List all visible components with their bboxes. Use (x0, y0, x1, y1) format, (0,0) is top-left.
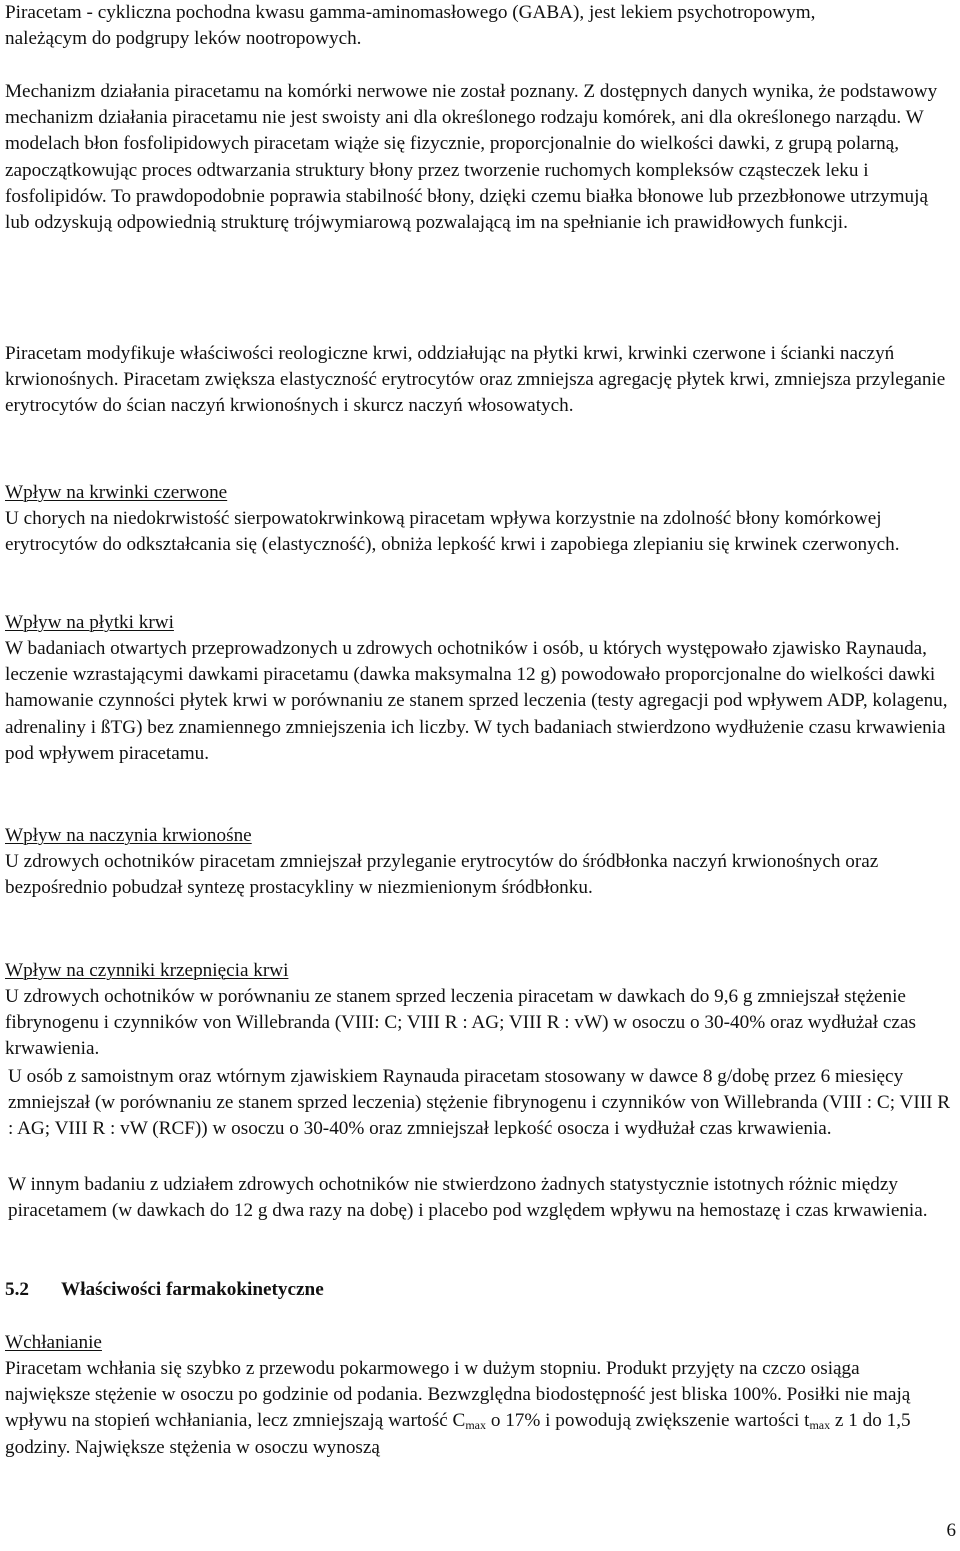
absorption-text-b: o 17% i powodują zwiększenie wartości t (486, 1410, 810, 1432)
paragraph-coagulation-1: U zdrowych ochotników w porównaniu ze stanem sprzed leczenia piracetam w dawkach do 9,6 g zmniejszał stężenie fibrynogenu i czynników von Willebranda (VIII: C; VIII R : AG; VIII R : vW) w osoczu o 30-40% oraz wydłużał czas krwawienia. (5, 986, 916, 1060)
paragraph-absorption (5, 1356, 945, 1461)
paragraph-coagulation-3: W innym badaniu z udziałem zdrowych ochotników nie stwierdzono żadnych statystycznie istotnych różnic między piracetamem (w dawkach do 12 g dwa razy na dobę) i placebo pod względem wpływu na hemostazę i czas krwawienia. (8, 1174, 928, 1222)
heading-absorption: Wchłanianie (5, 1332, 102, 1353)
heading-red-blood-cells: Wpływ na krwinki czerwone (5, 482, 228, 503)
heading-platelets: Wpływ na płytki krwi (5, 612, 174, 633)
paragraph-rheology: Piracetam modyfikuje właściwości reologiczne krwi, oddziałując na płytki krwi, krwinki czerwone i ścianki naczyń krwionośnych. Piracetam zwiększa elastyczność erytrocytów oraz zmniejsza agregację płytek krwi, zmniejsza przyleganie erytrocytów do ścian naczyń krwionośnych i skurcz naczyń włosowatych. (5, 343, 946, 417)
paragraph-red-blood-cells: U chorych na niedokrwistość sierpowatokrwinkową piracetam wpływa korzystnie na zdolność błony komórkowej erytrocytów do odkształcania się (elastyczność), obniża lepkość krwi i zapobiega zlepianiu się krwinek czerwonych. (5, 508, 900, 556)
tmax-subscript: max (809, 1418, 831, 1433)
paragraph-intro: Piracetam - cykliczna pochodna kwasu gamma-aminomasłowego (GABA), jest lekiem psychotropowym, należącym do podgrupy leków nootropowych. (5, 2, 816, 50)
paragraph-blood-vessels: U zdrowych ochotników piracetam zmniejszał przyleganie erytrocytów do śródbłonka naczyń krwionośnych oraz bezpośrednio pobudzał syntezę prostacykliny w niezmienionym śródbłonku. (5, 851, 879, 899)
heading-coagulation: Wpływ na czynniki krzepnięcia krwi (5, 960, 289, 981)
section-number: 5.2 (5, 1279, 29, 1300)
cmax-subscript: max (465, 1418, 487, 1433)
section-heading (5, 1277, 324, 1303)
absorption-text-c: z 1 do 1,5 godziny. Największe stężenia w osoczu wynoszą (5, 1410, 911, 1458)
section-title: Właściwości farmakokinetyczne (61, 1279, 324, 1300)
paragraph-platelets: W badaniach otwartych przeprowadzonych u zdrowych ochotników i osób, u których występowało zjawisko Raynauda, leczenie wzrastającymi dawkami piracetamu (dawka maksymalna 12 g) powodowało proporcjonalne do wielkości dawki hamowanie czynności płytek krwi w porównaniu ze stanem sprzed leczenia (testy agregacji pod wpływem ADP, kolagenu, adrenaliny i ßTG) bez znamiennego zmniejszenia ich liczby. W tych badaniach stwierdzono wydłużenie czasu krwawienia pod wpływem piracetamu. (5, 638, 948, 764)
absorption-text-a: Piracetam wchłania się szybko z przewodu pokarmowego i w dużym stopniu. Produkt przyjęty na czczo osiąga największe stężenie w osoczu po godzinie od podania. Bezwzględna biodostępność jest bliska 100%. Posiłki nie mają wpływu na stopień wchłaniania, lecz zmniejszają wartość C (5, 1358, 911, 1432)
paragraph-coagulation-2: U osób z samoistnym oraz wtórnym zjawiskiem Raynauda piracetam stosowany w dawce 8 g/dobę przez 6 miesięcy zmniejszał (w porównaniu ze stanem sprzed leczenia) stężenie fibrynogenu i czynników von Willebranda (VIII : C; VIII R : AG; VIII R : vW (RCF)) w osoczu o 30-40% oraz zmniejszał lepkość osocza i wydłużał czas krwawienia. (8, 1066, 951, 1140)
paragraph-mechanism: Mechanizm działania piracetamu na komórki nerwowe nie został poznany. Z dostępnych danych wynika, że podstawowy mechanizm działania piracetamu nie jest swoisty ani dla określonego rodzaju komórek, ani dla określonego narządu. W modelach błon fosfolipidowych piracetam wiąże się fizycznie, proporcjonalnie do wielkości dawki, z grupą polarną, zapoczątkowując proces odtwarzania struktury błony przez tworzenie ruchomych kompleksów cząsteczek leku i fosfolipidów. To prawdopodobnie poprawia stabilność błony, dzięki czemu białka błonowe lub przezbłonowe utrzymują lub odzyskują odpowiednią strukturę trójwymiarową pozwalającą im na spełnianie ich prawidłowych funkcji. (5, 81, 938, 234)
heading-blood-vessels: Wpływ na naczynia krwionośne (5, 825, 252, 846)
page-number: 6 (946, 1520, 956, 1541)
